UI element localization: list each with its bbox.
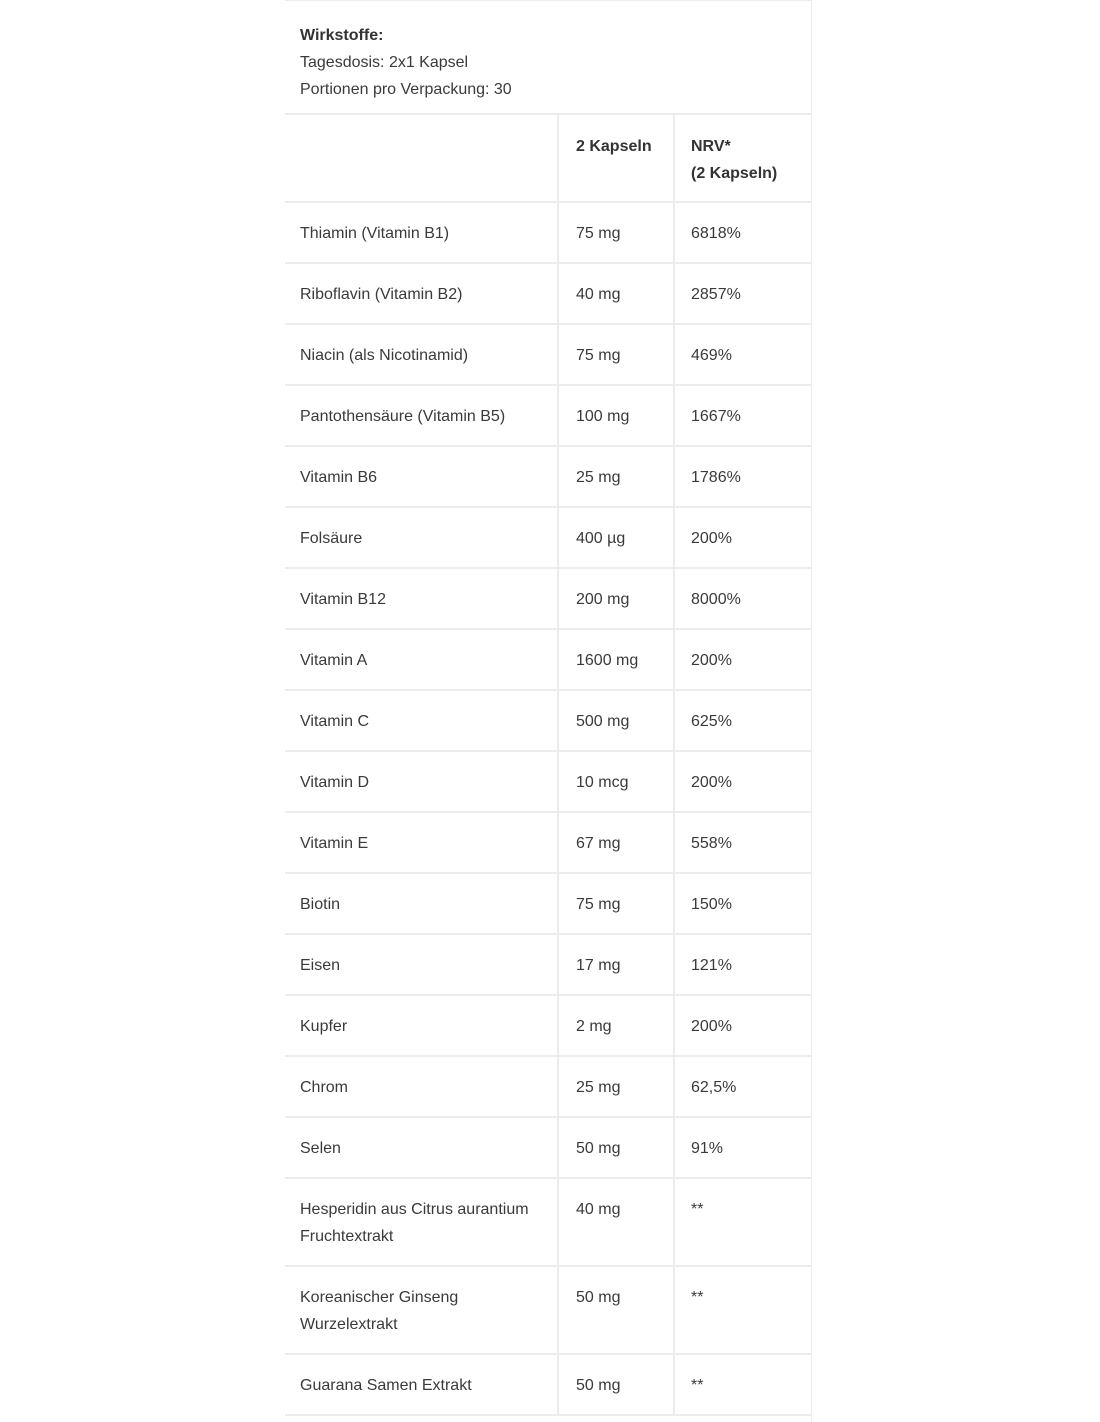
ingredient-amount: 75 mg — [558, 202, 674, 263]
ingredient-name: Riboflavin (Vitamin B2) — [285, 263, 558, 324]
ingredient-name: Eisen — [285, 934, 558, 995]
ingredient-nrv: 62,5% — [674, 1056, 811, 1117]
ingredient-name: Niacin (als Nicotinamid) — [285, 324, 558, 385]
table-row — [285, 873, 811, 934]
ingredient-name-line2: Fruchtextrakt — [300, 1228, 394, 1245]
ingredient-name: Biotin — [285, 873, 558, 934]
ingredient-name-line1: Koreanischer Ginseng — [300, 1289, 459, 1306]
intro-title: Wirkstoffe: — [300, 27, 384, 44]
ingredient-amount: 50 mg — [558, 1266, 674, 1354]
ingredient-name: Vitamin D — [285, 751, 558, 812]
header-amount: 2 Kapseln — [558, 115, 674, 202]
ingredient-name-line1: Hesperidin aus Citrus aurantium — [300, 1201, 529, 1218]
ingredient-name: Selen — [285, 1117, 558, 1178]
nutrient-table — [285, 115, 811, 1416]
table-row — [285, 1056, 811, 1117]
ingredient-amount: 40 mg — [558, 1178, 674, 1266]
ingredient-name: Chrom — [285, 1056, 558, 1117]
ingredient-name: Kupfer — [285, 995, 558, 1056]
table-row — [285, 812, 811, 873]
ingredient-name: Vitamin B12 — [285, 568, 558, 629]
ingredient-amount: 400 µg — [558, 507, 674, 568]
daily-dose-text: Tagesdosis: 2x1 Kapsel — [300, 54, 469, 71]
table-row — [285, 1178, 811, 1266]
header-nrv-line2: (2 Kapseln) — [691, 165, 778, 182]
ingredient-name: Vitamin B6 — [285, 446, 558, 507]
ingredient-amount: 500 mg — [558, 690, 674, 751]
intro-block — [285, 1, 811, 115]
table-row — [285, 751, 811, 812]
ingredient-nrv: 200% — [674, 995, 811, 1056]
ingredient-name: Folsäure — [285, 507, 558, 568]
ingredient-name-line2: Wurzelextrakt — [300, 1316, 398, 1333]
ingredient-amount: 75 mg — [558, 873, 674, 934]
ingredient-nrv: 6818% — [674, 202, 811, 263]
ingredient-amount: 17 mg — [558, 934, 674, 995]
ingredient-nrv: ** — [674, 1266, 811, 1354]
ingredient-nrv: 1667% — [674, 385, 811, 446]
table-row — [285, 629, 811, 690]
ingredient-amount: 50 mg — [558, 1117, 674, 1178]
ingredient-nrv: 200% — [674, 507, 811, 568]
ingredient-amount: 2 mg — [558, 995, 674, 1056]
ingredient-amount: 25 mg — [558, 1056, 674, 1117]
ingredient-name: Vitamin E — [285, 812, 558, 873]
table-row — [285, 202, 811, 263]
ingredient-amount: 75 mg — [558, 324, 674, 385]
ingredient-name: Pantothensäure (Vitamin B5) — [285, 385, 558, 446]
ingredient-amount: 25 mg — [558, 446, 674, 507]
ingredient-amount: 10 mcg — [558, 751, 674, 812]
ingredient-name: Vitamin C — [285, 690, 558, 751]
ingredient-nrv: 8000% — [674, 568, 811, 629]
table-row — [285, 507, 811, 568]
table-row — [285, 1117, 811, 1178]
ingredient-nrv: 200% — [674, 751, 811, 812]
ingredient-nrv: 91% — [674, 1117, 811, 1178]
table-row — [285, 324, 811, 385]
table-row — [285, 934, 811, 995]
ingredient-nrv: 150% — [674, 873, 811, 934]
ingredient-amount: 67 mg — [558, 812, 674, 873]
ingredient-nrv: 200% — [674, 629, 811, 690]
ingredient-name — [285, 1178, 558, 1266]
ingredient-amount: 1600 mg — [558, 629, 674, 690]
ingredient-amount: 40 mg — [558, 263, 674, 324]
header-ingredient — [285, 115, 558, 202]
ingredient-nrv: 469% — [674, 324, 811, 385]
header-nrv — [674, 115, 811, 202]
ingredient-nrv: 2857% — [674, 263, 811, 324]
ingredient-name: Vitamin A — [285, 629, 558, 690]
ingredient-nrv: 121% — [674, 934, 811, 995]
ingredient-nrv: 625% — [674, 690, 811, 751]
portions-text: Portionen pro Verpackung: 30 — [300, 81, 512, 98]
ingredient-name: Guarana Samen Extrakt — [285, 1354, 558, 1415]
table-row — [285, 690, 811, 751]
table-row — [285, 995, 811, 1056]
table-row — [285, 568, 811, 629]
ingredient-nrv: ** — [674, 1178, 811, 1266]
nutrition-panel — [285, 0, 812, 1422]
ingredient-name — [285, 1266, 558, 1354]
table-row — [285, 385, 811, 446]
ingredient-name: Thiamin (Vitamin B1) — [285, 202, 558, 263]
table-header-row — [285, 115, 811, 202]
ingredient-amount: 50 mg — [558, 1354, 674, 1415]
ingredient-nrv: ** — [674, 1354, 811, 1415]
table-row — [285, 1266, 811, 1354]
ingredient-amount: 100 mg — [558, 385, 674, 446]
table-row — [285, 446, 811, 507]
ingredient-nrv: 1786% — [674, 446, 811, 507]
table-row — [285, 263, 811, 324]
table-row — [285, 1354, 811, 1415]
header-nrv-line1: NRV* — [691, 138, 731, 155]
ingredient-amount: 200 mg — [558, 568, 674, 629]
ingredient-nrv: 558% — [674, 812, 811, 873]
